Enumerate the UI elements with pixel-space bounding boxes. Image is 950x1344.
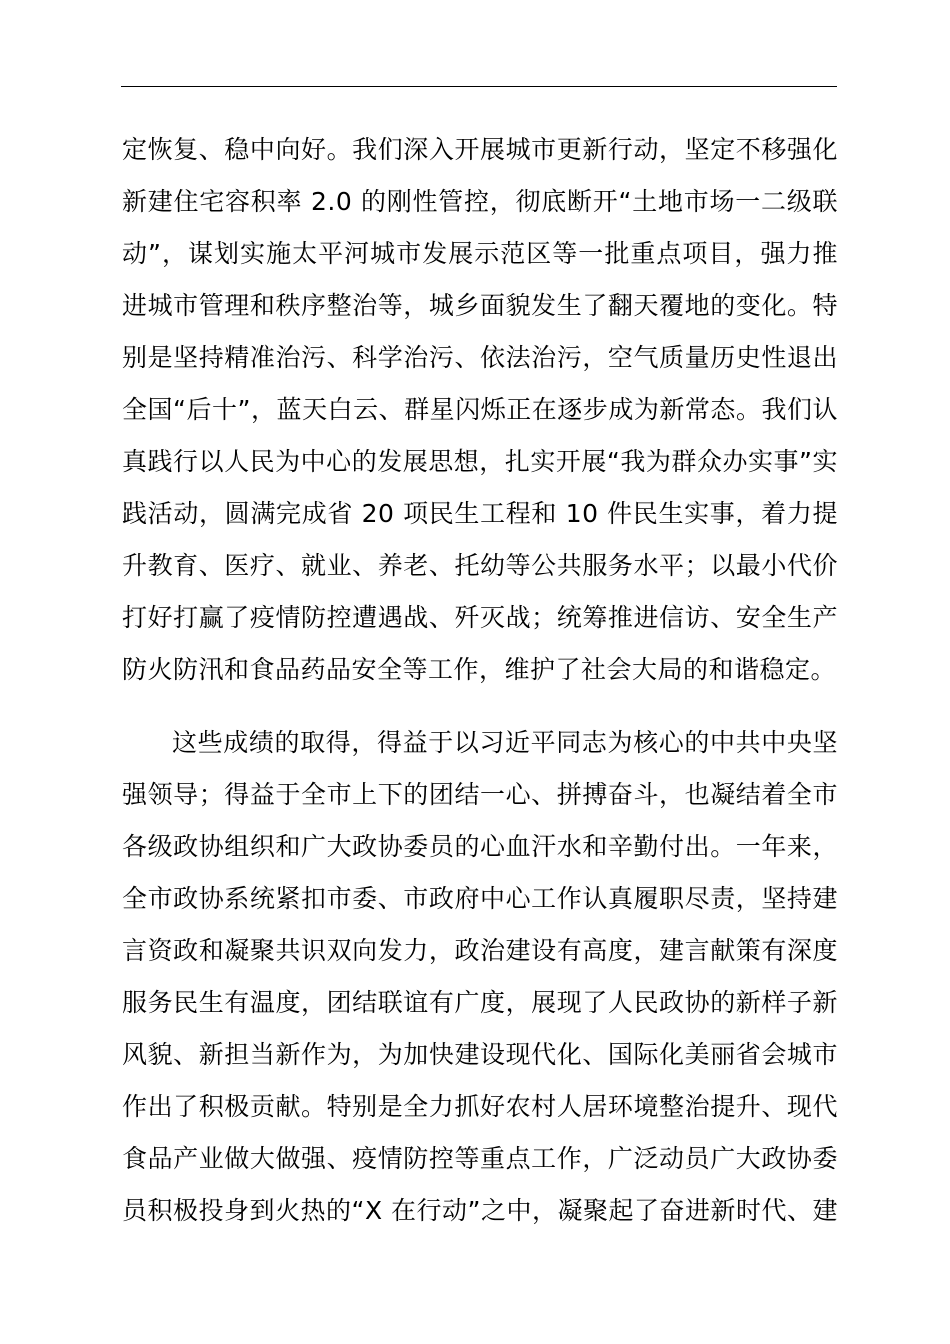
text-line: 服务民生有温度，团结联谊有广度，展现了人民政协的新样子新 [122, 988, 838, 1017]
text-line: 各级政协组织和广大政协委员的心血汗水和辛勤付出。一年来， [122, 832, 838, 861]
text-line: 风貌、新担当新作为，为加快建设现代化、国际化美丽省会城市 [122, 1040, 838, 1069]
text-line: 进城市管理和秩序整治等，城乡面貌发生了翻天覆地的变化。特 [122, 291, 838, 320]
text-line: 别是坚持精准治污、科学治污、依法治污，空气质量历史性退出 [122, 343, 838, 372]
paragraph-gap [122, 696, 838, 717]
text-line: 防火防汛和食品药品安全等工作，维护了社会大局的和谐稳定。 [122, 655, 837, 684]
text-line: 真践行以人民为中心的发展思想，扎实开展“我为群众办实事”实 [122, 447, 838, 476]
text-line: 全国“后十”，蓝天白云、群星闪烁正在逐步成为新常态。我们认 [122, 395, 838, 424]
text-line: 新建住宅容积率 2.0 的刚性管控，彻底断开“土地市场一二级联 [122, 187, 838, 216]
header-rule [121, 86, 837, 87]
text-line: 定恢复、稳中向好。我们深入开展城市更新行动，坚定不移强化 [122, 135, 838, 164]
text-line: 动”，谋划实施太平河城市发展示范区等一批重点项目，强力推 [122, 239, 838, 268]
text-line: 员积极投身到火热的“X 在行动”之中，凝聚起了奋进新时代、建 [122, 1196, 838, 1225]
text-line: 食品产业做大做强、疫情防控等重点工作，广泛动员广大政协委 [122, 1144, 838, 1173]
text-line: 言资政和凝聚共识双向发力，政治建设有高度，建言献策有深度 [122, 936, 838, 965]
paragraph [122, 124, 838, 696]
document-body [122, 124, 838, 1237]
text-line: 这些成绩的取得，得益于以习近平同志为核心的中共中央坚 [172, 728, 838, 757]
text-line: 打好打赢了疫情防控遭遇战、歼灭战；统筹推进信访、安全生产 [122, 603, 838, 632]
paragraph [122, 717, 838, 1237]
text-line: 作出了积极贡献。特别是全力抓好农村人居环境整治提升、现代 [122, 1092, 838, 1121]
text-line: 强领导；得益于全市上下的团结一心、拼搏奋斗，也凝结着全市 [122, 780, 838, 809]
text-line: 践活动，圆满完成省 20 项民生工程和 10 件民生实事，着力提 [122, 499, 838, 528]
text-line: 全市政协系统紧扣市委、市政府中心工作认真履职尽责，坚持建 [122, 884, 838, 913]
text-line: 升教育、医疗、就业、养老、托幼等公共服务水平；以最小代价 [122, 551, 838, 580]
